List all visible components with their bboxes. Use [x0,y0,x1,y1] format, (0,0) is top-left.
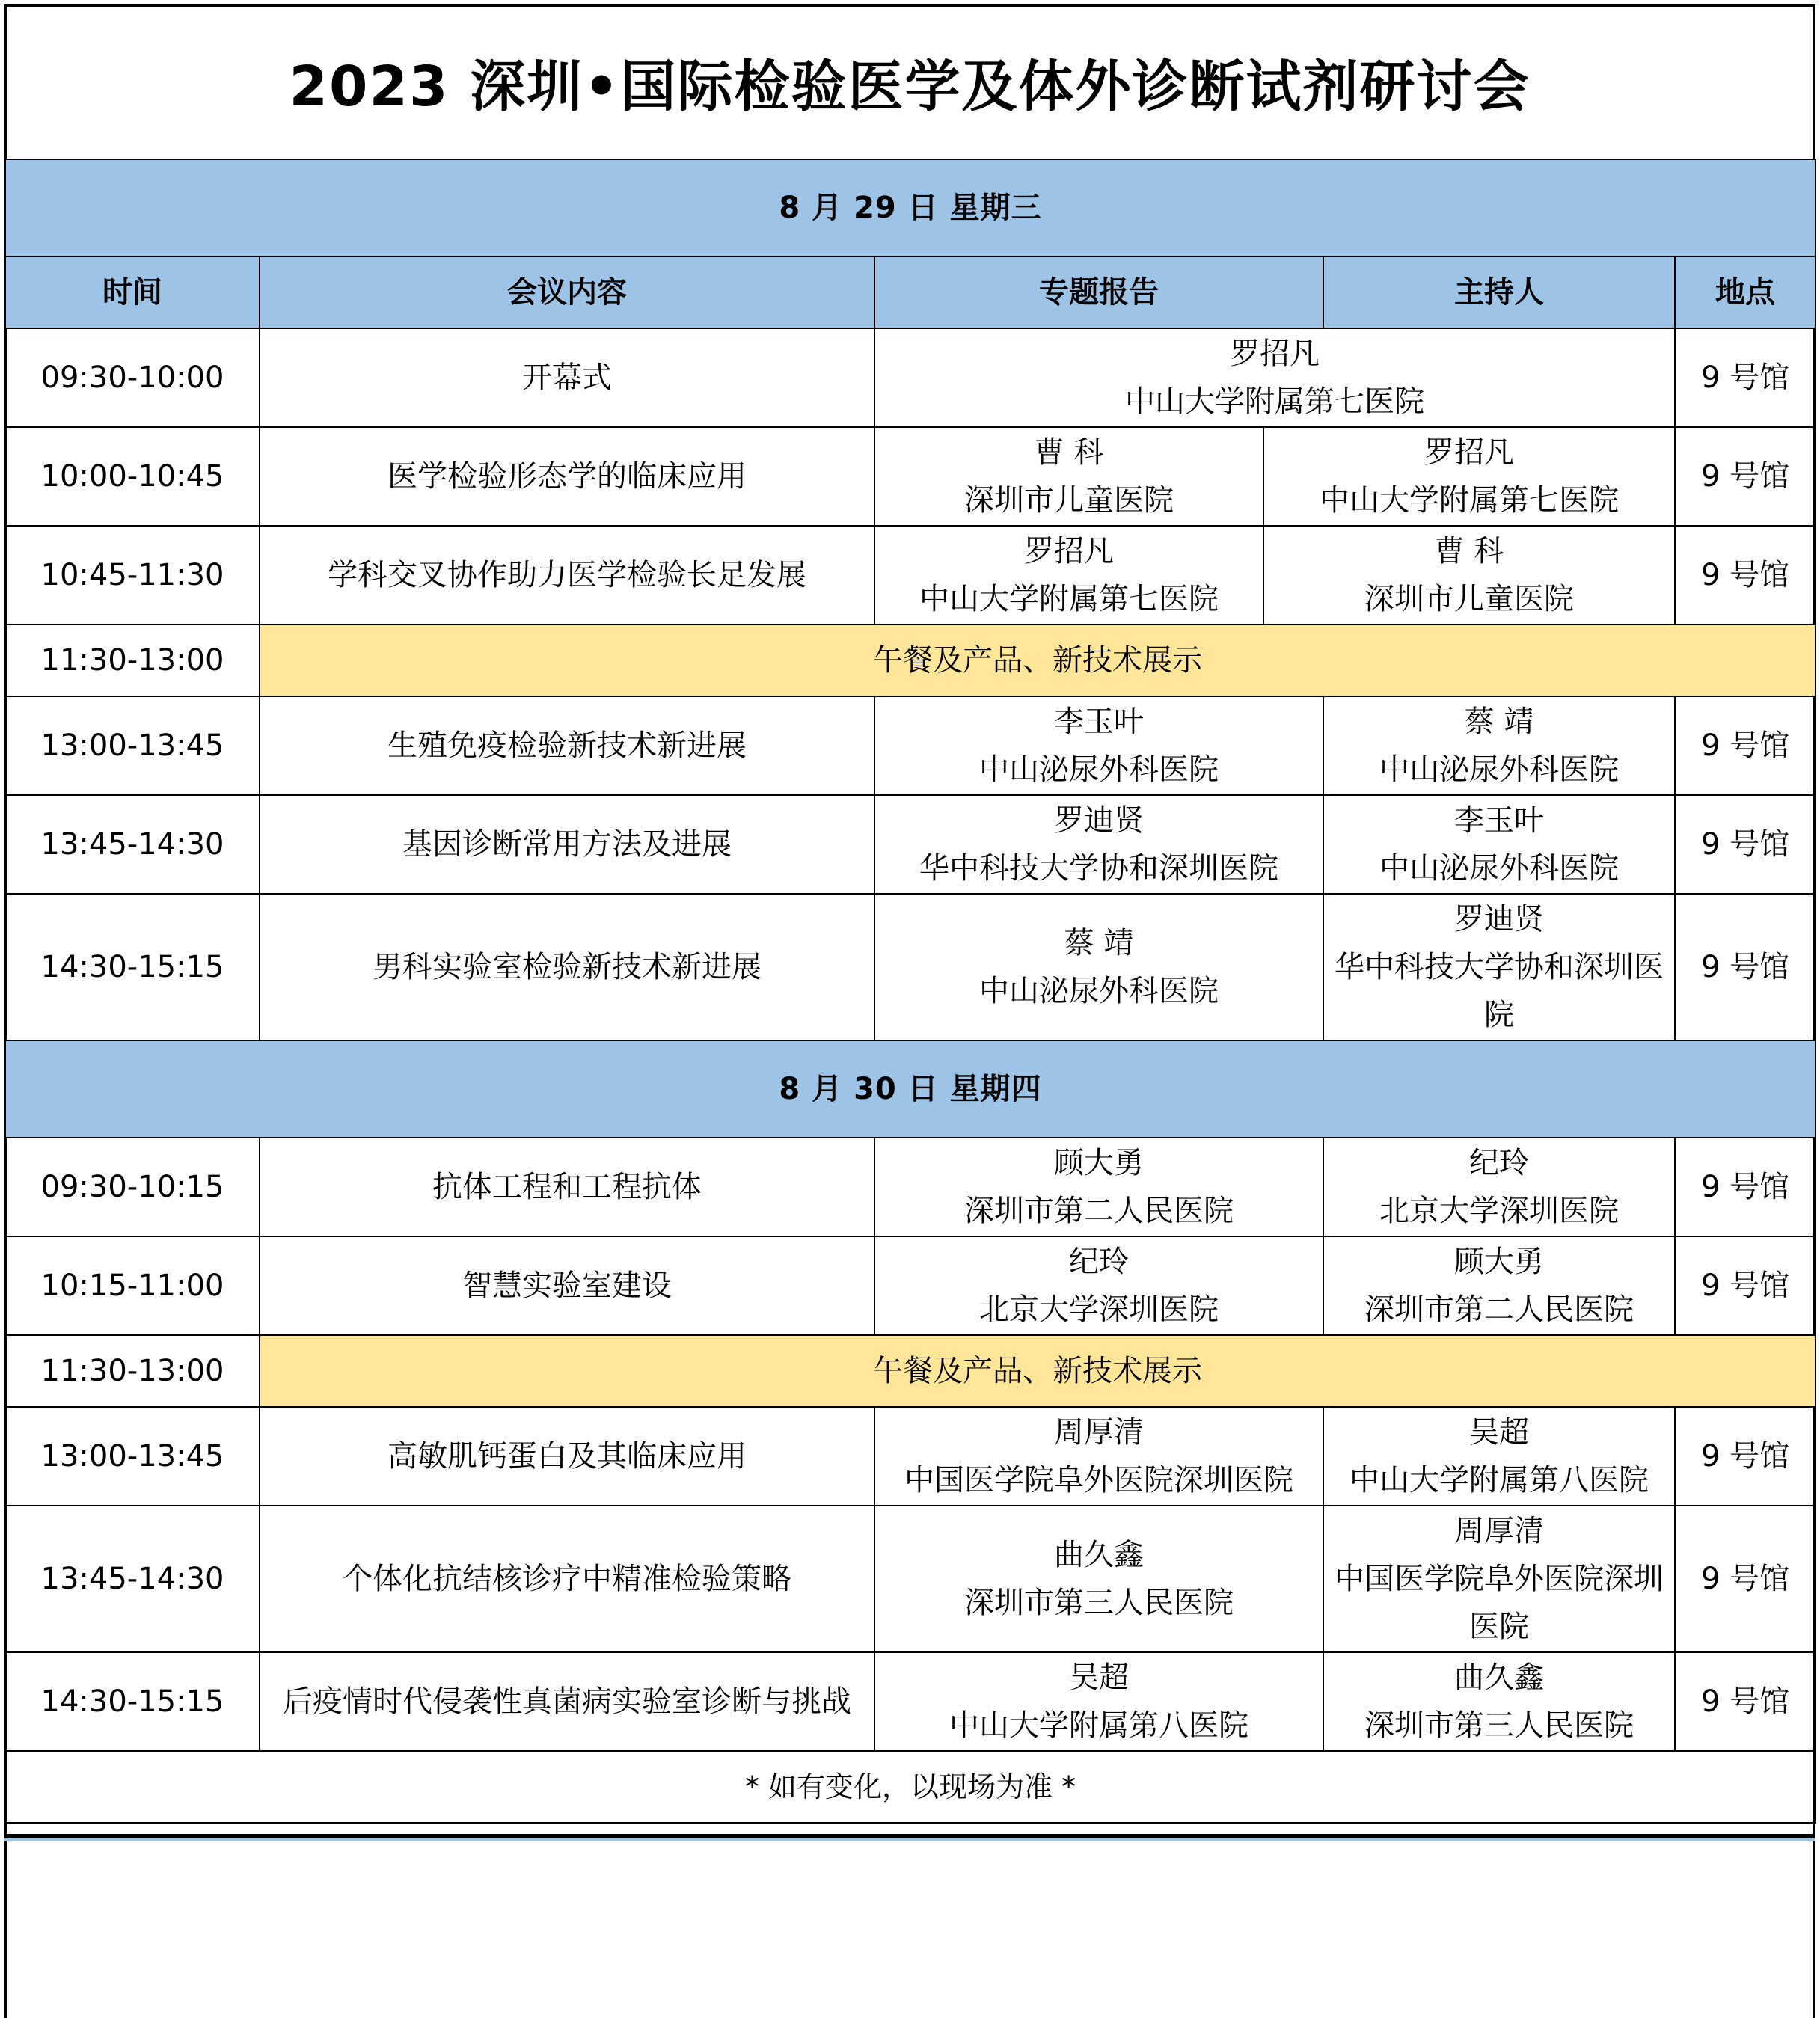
venue-cell: 9 号馆 [1675,795,1816,894]
time-cell: 10:00-10:45 [5,427,260,526]
lunch-cell: 午餐及产品、新技术展示 [260,1335,1816,1407]
day2-header-row [5,1040,1816,1138]
time-cell: 13:00-13:45 [5,696,260,795]
table-row [5,1506,1816,1652]
footnote-row [5,1751,1816,1823]
speaker-affiliation: 深圳市儿童医院 [964,483,1174,518]
host-name: 纪玲 [1469,1146,1529,1180]
speaker-cell [874,526,1263,625]
venue-cell: 9 号馆 [1675,328,1816,427]
table-row [5,894,1816,1040]
table-row [5,526,1816,625]
host-affiliation: 华中科技大学协和深圳医院 [1335,950,1664,1032]
time-cell: 14:30-15:15 [5,894,260,1040]
speaker-affiliation: 深圳市第三人民医院 [964,1586,1234,1620]
table-row [5,795,1816,894]
host-name: 李玉叶 [1454,803,1544,838]
host-name: 罗迪贤 [1454,902,1544,936]
speaker-cell [874,1236,1323,1335]
table-row [5,1236,1816,1335]
column-header-row [5,257,1816,328]
host-affiliation: 中山大学附属第七医院 [1320,483,1619,518]
bottom-rule-accent [4,1838,1815,1841]
host-cell [1323,1138,1675,1236]
time-cell: 14:30-15:15 [5,1652,260,1751]
host-cell [1323,894,1675,1040]
speaker-name: 罗招凡 [1024,534,1114,568]
header-time: 时间 [5,257,260,328]
speaker-cell [874,1652,1323,1751]
table-row [5,328,1816,427]
venue-cell: 9 号馆 [1675,1236,1816,1335]
speaker-cell [874,1138,1323,1236]
venue-cell: 9 号馆 [1675,1652,1816,1751]
host-name: 曹 科 [1434,534,1504,568]
table-row [5,1407,1816,1506]
header-venue: 地点 [1675,257,1816,328]
topic-cell: 个体化抗结核诊疗中精准检验策略 [260,1506,874,1652]
speaker-name: 曹 科 [1034,435,1104,470]
speaker-name: 曲久鑫 [1054,1538,1144,1572]
time-cell: 13:45-14:30 [5,1506,260,1652]
speaker-cell [874,894,1323,1040]
day1-label: 8 月 29 日 星期三 [5,159,1816,257]
header-host: 主持人 [1323,257,1675,328]
host-name: 蔡 靖 [1464,705,1534,739]
host-cell [1323,1236,1675,1335]
time-cell: 13:45-14:30 [5,795,260,894]
host-cell [1263,427,1675,526]
host-name: 罗招凡 [1424,435,1514,470]
speaker-name: 吴超 [1069,1660,1129,1695]
topic-cell: 学科交叉协作助力医学检验长足发展 [260,526,874,625]
topic-cell: 基因诊断常用方法及进展 [260,795,874,894]
speaker-cell [874,1506,1323,1652]
venue-cell: 9 号馆 [1675,1407,1816,1506]
day2-label: 8 月 30 日 星期四 [5,1040,1816,1138]
speaker-cell [874,1407,1323,1506]
lunch-row [5,625,1816,696]
time-cell: 09:30-10:00 [5,328,260,427]
topic-cell: 开幕式 [260,328,874,427]
topic-cell: 男科实验室检验新技术新进展 [260,894,874,1040]
speaker-host-cell [874,328,1675,427]
time-cell: 10:15-11:00 [5,1236,260,1335]
host-name: 顾大勇 [1454,1245,1544,1279]
speaker-affiliation: 中山大学附属第七医院 [1125,384,1424,419]
host-affiliation: 中山泌尿外科医院 [1379,851,1619,886]
speaker-affiliation: 深圳市第二人民医院 [964,1194,1234,1228]
topic-cell: 后疫情时代侵袭性真菌病实验室诊断与挑战 [260,1652,874,1751]
lunch-row [5,1335,1816,1407]
speaker-affiliation: 中山泌尿外科医院 [979,974,1219,1008]
host-affiliation: 北京大学深圳医院 [1379,1194,1619,1228]
speaker-name: 李玉叶 [1054,705,1144,739]
speaker-affiliation: 中国医学院阜外医院深圳医院 [904,1463,1293,1497]
host-affiliation: 中山泌尿外科医院 [1379,752,1619,787]
speaker-name: 罗招凡 [1230,337,1320,371]
speaker-affiliation: 北京大学深圳医院 [979,1292,1219,1327]
day1-header-row [5,159,1816,257]
venue-cell: 9 号馆 [1675,1138,1816,1236]
venue-cell: 9 号馆 [1675,696,1816,795]
speaker-affiliation: 中山大学附属第七医院 [919,582,1219,616]
topic-cell: 医学检验形态学的临床应用 [260,427,874,526]
host-affiliation: 深圳市儿童医院 [1364,582,1574,616]
speaker-name: 顾大勇 [1054,1146,1144,1180]
speaker-name: 纪玲 [1069,1245,1129,1279]
time-cell: 11:30-13:00 [5,1335,260,1407]
speaker-name: 周厚清 [1054,1415,1144,1450]
host-affiliation: 中山大学附属第八医院 [1349,1463,1649,1497]
speaker-name: 蔡 靖 [1064,926,1134,960]
host-name: 吴超 [1469,1415,1529,1450]
header-content: 会议内容 [260,257,874,328]
venue-cell: 9 号馆 [1675,894,1816,1040]
schedule-table [4,159,1816,1824]
table-row [5,696,1816,795]
time-cell: 13:00-13:45 [5,1407,260,1506]
host-affiliation: 深圳市第三人民医院 [1364,1708,1634,1743]
time-cell: 11:30-13:00 [5,625,260,696]
topic-cell: 生殖免疫检验新技术新进展 [260,696,874,795]
speaker-cell [874,795,1323,894]
venue-cell: 9 号馆 [1675,1506,1816,1652]
host-affiliation: 中国医学院阜外医院深圳医院 [1335,1562,1664,1644]
header-report: 专题报告 [874,257,1323,328]
speaker-affiliation: 中山大学附属第八医院 [949,1708,1248,1743]
lunch-cell: 午餐及产品、新技术展示 [260,625,1816,696]
host-cell [1323,795,1675,894]
topic-cell: 高敏肌钙蛋白及其临床应用 [260,1407,874,1506]
host-name: 曲久鑫 [1454,1660,1544,1695]
time-cell: 09:30-10:15 [5,1138,260,1236]
table-row [5,1138,1816,1236]
host-cell [1323,696,1675,795]
table-row [5,427,1816,526]
topic-cell: 智慧实验室建设 [260,1236,874,1335]
host-cell [1263,526,1675,625]
footnote: * 如有变化，以现场为准 * [5,1751,1816,1823]
host-cell [1323,1506,1675,1652]
page-title: 2023 深圳•国际检验医学及体外诊断试剂研讨会 [289,55,1531,119]
speaker-affiliation: 中山泌尿外科医院 [979,752,1219,787]
host-name: 周厚清 [1454,1514,1544,1548]
speaker-affiliation: 华中科技大学协和深圳医院 [919,851,1278,886]
host-cell [1323,1652,1675,1751]
venue-cell: 9 号馆 [1675,526,1816,625]
speaker-name: 罗迪贤 [1054,803,1144,838]
time-cell: 10:45-11:30 [5,526,260,625]
topic-cell: 抗体工程和工程抗体 [260,1138,874,1236]
venue-cell: 9 号馆 [1675,427,1816,526]
host-affiliation: 深圳市第二人民医院 [1364,1292,1634,1327]
speaker-cell [874,427,1263,526]
speaker-cell [874,696,1323,795]
host-cell [1323,1407,1675,1506]
bottom-rule [4,1834,1815,1838]
table-row [5,1652,1816,1751]
